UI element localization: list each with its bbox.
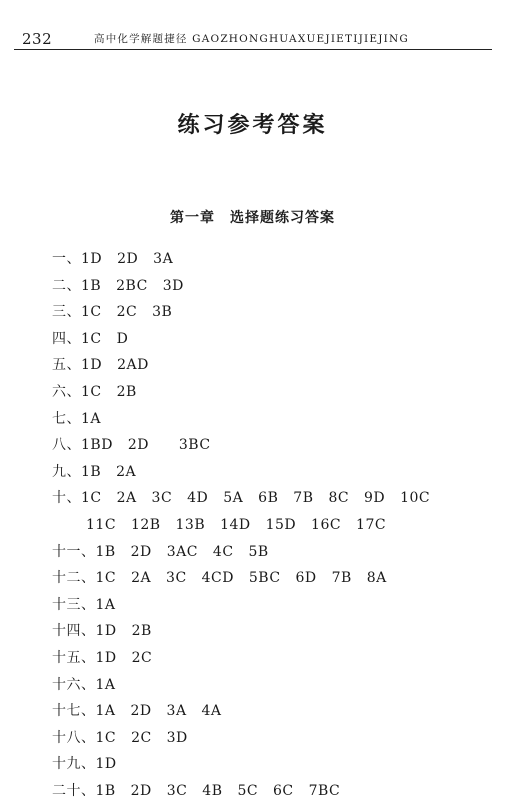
answer-items: 1BD 2D 3BC: [81, 437, 211, 454]
answer-line: [52, 379, 497, 406]
question-number: 一、: [52, 251, 81, 267]
answer-line: [52, 485, 497, 512]
answer-line: [52, 326, 497, 353]
question-number: 八、: [52, 437, 81, 454]
answer-items: 1A 2D 3A 4A: [95, 703, 222, 720]
answer-line-continuation: [52, 512, 497, 539]
answer-line: [52, 751, 497, 778]
answer-line: [52, 406, 497, 433]
question-number: 二、: [52, 277, 81, 294]
question-number: 十三、: [52, 596, 96, 613]
question-number: 三、: [52, 304, 81, 321]
answer-line: [52, 698, 497, 725]
answer-line: [52, 645, 497, 672]
answer-items: 1C D: [81, 330, 129, 347]
answer-items: 1D 2C: [95, 649, 153, 666]
question-number: 二十、: [52, 782, 96, 799]
answer-items: 11C 12B 13B 14D 15D 16C 17C: [86, 516, 387, 533]
answer-items: 1C 2A 3C 4D 5A 6B 7B 8C 9D 10C: [81, 490, 431, 507]
answer-items: 1C 2B: [81, 383, 137, 400]
answer-items: 1C 2C 3D: [95, 729, 188, 746]
answer-list: [52, 246, 497, 804]
question-number: 十一、: [52, 543, 96, 560]
answer-line: [52, 432, 497, 459]
answer-line: [52, 299, 497, 326]
page-number: 232: [22, 30, 53, 48]
answer-items: 1C 2A 3C 4CD 5BC 6D 7B 8A: [95, 570, 387, 587]
answer-line: [52, 246, 497, 273]
answer-items: 1A: [95, 596, 116, 613]
question-number: 十八、: [52, 729, 96, 746]
answer-items: 1D: [95, 756, 117, 773]
question-number: 十七、: [52, 703, 96, 720]
answer-line: [52, 725, 497, 752]
answer-line: [52, 565, 497, 592]
answer-items: 1D 2B: [95, 623, 152, 640]
question-number: 六、: [52, 383, 81, 400]
question-number: 十、: [52, 490, 81, 507]
question-number: 十二、: [52, 570, 96, 587]
question-number: 四、: [52, 330, 81, 347]
answer-items: 1B 2A: [81, 463, 137, 480]
chapter-title: 第一章 选择题练习答案: [170, 210, 335, 226]
page-title: 练习参考答案: [177, 113, 328, 138]
book-title: 高中化学解题捷径 GAOZHONGHUAXUEJIETIJIEJING: [94, 33, 409, 45]
answer-items: 1B 2D 3AC 4C 5B: [95, 543, 269, 560]
header-rule: [14, 49, 492, 50]
question-number: 十五、: [52, 649, 96, 666]
answer-line: [52, 273, 497, 300]
running-header: [22, 30, 492, 50]
answer-line: [52, 352, 497, 379]
answer-items: 1A: [95, 676, 116, 693]
answer-line: [52, 539, 497, 566]
answer-line: [52, 592, 497, 619]
question-number: 十六、: [52, 676, 96, 693]
answer-line: [52, 459, 497, 486]
answer-items: 1D 2D 3A: [81, 251, 174, 267]
answer-line: [52, 672, 497, 699]
question-number: 十四、: [52, 623, 96, 640]
answer-items: 1C 2C 3B: [81, 304, 173, 321]
question-number: 五、: [52, 357, 81, 374]
answer-line: [52, 778, 497, 805]
answer-items: 1B 2BC 3D: [81, 277, 184, 294]
answer-items: 1D 2AD: [81, 357, 149, 374]
question-number: 七、: [52, 410, 81, 427]
answer-items: 1B 2D 3C 4B 5C 6C 7BC: [95, 782, 341, 799]
question-number: 九、: [52, 463, 81, 480]
answer-items: 1A: [81, 410, 102, 427]
question-number: 十九、: [52, 756, 96, 773]
answer-line: [52, 618, 497, 645]
